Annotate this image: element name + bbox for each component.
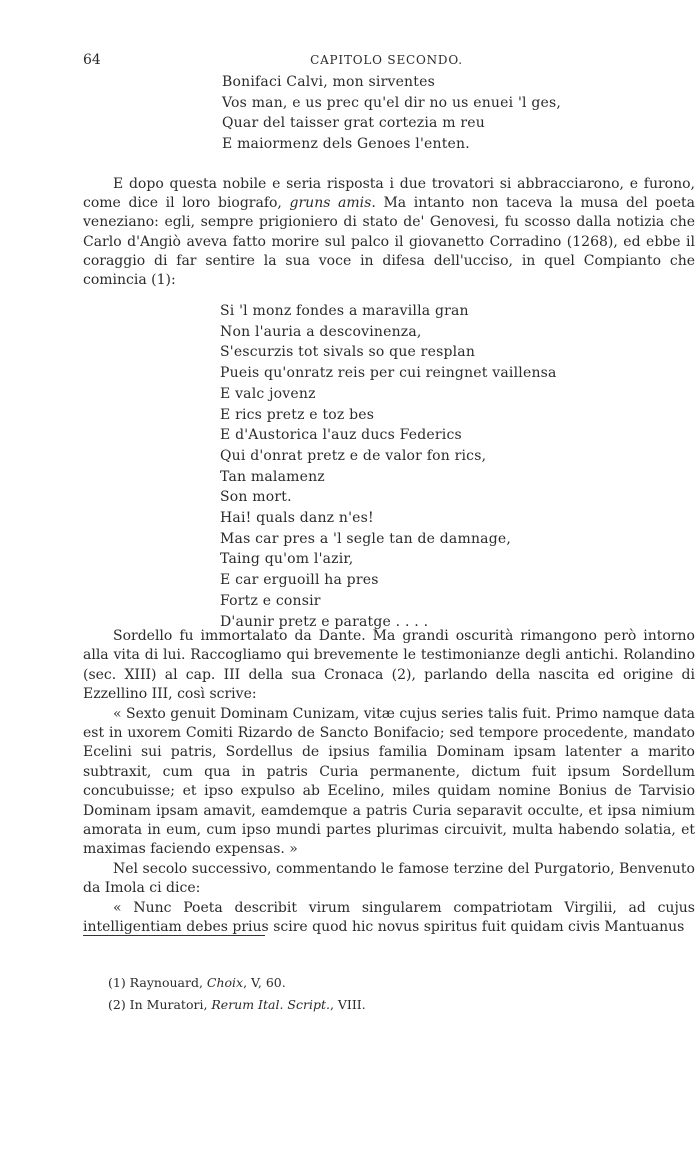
verse-line: Bonifaci Calvi, mon sirventes [222, 74, 435, 90]
verse-line: Quar del taisser grat cortezia m reu [222, 115, 485, 131]
verse-line: Taing qu'om l'azir, [220, 551, 354, 568]
footnote-italic: Choix [206, 975, 244, 990]
paragraph: Sordello fu immortalato da Dante. Ma grandi oscurità rimangono però intorno alla vita di lui. Raccogliamo qui brevemente le testimonianze degli antichi. Rolandino (sec. XIII) al cap. III della sua Cronaca (2), parlando della nascita ed origine di Ezzellino III, così scrive: [83, 628, 695, 703]
footnote-text: (2) In Muratori, [108, 997, 212, 1012]
verse-line: Fortz e consir [220, 592, 321, 609]
footnote-1 [108, 972, 366, 994]
verse-line: Si 'l monz fondes a maravilla gran [220, 303, 469, 319]
paragraph [83, 175, 695, 290]
footnote-text: (1) Raynouard, [108, 975, 207, 990]
verse-line: E rics pretz e toz bes [220, 406, 375, 423]
paragraph-text: E dopo questa nobile e seria risposta i due trovatori si abbracciarono, e furono, come dice il loro biografo, [83, 176, 695, 212]
footnotes [108, 972, 366, 1016]
page-number: 64 [83, 52, 101, 68]
verse-line: E d'Austorica l'auz ducs Federics [220, 427, 462, 444]
footnote-text: , VIII. [329, 997, 366, 1012]
verse-line: Mas car pres a 'l segle tan de damnage, [220, 530, 512, 547]
footnote-italic: Rerum Ital. Script. [211, 997, 330, 1012]
paragraph-text: . Ma intanto non taceva la musa del poeta veneziano: egli, sempre prigioniero di stato de' Genovesi, fu scosso dalla notizia che Carlo d'Angiò aveva fatto morire sul palco il giovanetto Corradino (1268), ed ebbe il coraggio di far sentire la sua voce in difesa dell'ucciso, in quel Compianto che comincia (1): [83, 195, 696, 289]
verse-block-2 [220, 301, 557, 632]
latin-quote-paragraph: « Sexto genuit Dominam Cunizam, vitæ cujus series talis fuit. Primo namque data est in uxorem Comiti Rizardo de Sancto Bonifacio; sed tempore procedente, mandato Ecelini sui patris, Sordellus de ipsius familia Dominam ipsam latenter a marito subtraxit, cum qua in patris Curia permanente, dictum fuit ipsum Sordellum concubuisse; et ipso expulso ab Ecelino, miles quidam nomine Bonius de Tarvisio Dominam ipsam amavit, eamdemque a patris Curia separavit occulte, et ipsa nimium amorata in eum, cum ipso mundi partes plurimas circuivit, multa habendo solatia, et maximas faciendo expensas. » [83, 705, 695, 858]
footnote-divider [83, 935, 265, 936]
verse-line: Tan malamenz [220, 468, 325, 485]
verse-line: Vos man, e us prec qu'el dir no us enuei 'l ges, [222, 94, 562, 111]
verse-line: E car erguoill ha pres [220, 572, 379, 589]
paragraph-block-2 [83, 627, 695, 938]
paragraph: Nel secolo successivo, commentando le famose terzine del Purgatorio, Benvenuto da Imola ci dice: [83, 860, 695, 897]
verse-line: Pueis qu'onratz reis per cui reingnet vaillensa [220, 365, 557, 382]
page-header [83, 52, 690, 70]
italic-phrase: gruns amis [289, 195, 372, 212]
verse-line: Hai! quals danz n'es! [220, 510, 374, 527]
verse-line: S'escurzis tot sivals so que resplan [220, 344, 476, 361]
footnote-text: , V, 60. [243, 975, 286, 990]
latin-quote-paragraph: « Nunc Poeta describit virum singularem compatriotam Virgilii, ad cujus intelligentiam debes prius scire quod hic novus spiritus fuit quidam civis Mantuanus [83, 899, 695, 936]
footnote-2 [108, 994, 366, 1016]
running-head: CAPITOLO SECONDO. [310, 53, 463, 67]
verse-line: Son mort. [220, 489, 292, 506]
verse-line: D'aunir pretz e paratge . . . . [220, 613, 429, 630]
verse-line: E valc jovenz [220, 385, 316, 402]
verse-line: Non l'auria a descovinenza, [220, 323, 422, 340]
paragraph-block-1 [83, 175, 695, 290]
verse-line: Qui d'onrat pretz e de valor fon rics, [220, 447, 487, 464]
verse-line: E maiormenz dels Genoes l'enten. [222, 135, 470, 152]
verse-block-1 [222, 72, 561, 154]
